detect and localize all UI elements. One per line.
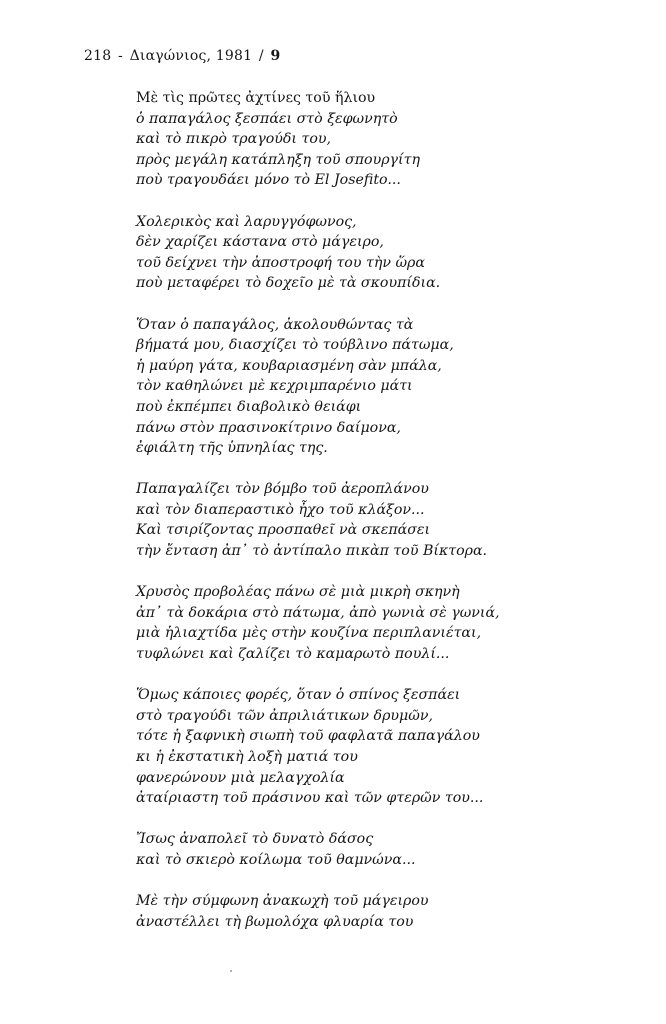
poem-line: Ὅμως κάποιες φορές, ὅταν ὁ σπίνος ξεσπάει <box>136 687 461 704</box>
poem-line: Ὅταν ὁ παπαγάλος, ἀκολουθώντας τὰ <box>136 316 414 333</box>
poem-line: κι ἡ ἐκστατικὴ λοξὴ ματιά του <box>136 749 358 765</box>
poem-line: Χρυσὸς προβολέας πάνω σὲ μιὰ μικρὴ σκηνὴ <box>136 584 460 601</box>
poem-line: Καὶ τσιρίζοντας προσπαθεῖ νὰ σκεπάσει <box>136 522 431 539</box>
poem-line: ἀναστέλλει τὴ βωμολόχα φλυαρία του <box>136 913 414 930</box>
poem-line: μιὰ ἡλιαχτίδα μὲς στὴν κουζίνα περιπλανιέται, <box>136 625 482 642</box>
issue-number: 9 <box>270 48 281 64</box>
poem-line: ποὺ τραγουδάει μόνο τὸ El Josefito... <box>136 172 401 189</box>
poem-line: βήματά μου, διασχίζει τὸ τούβλινο πάτωμα, <box>136 337 454 354</box>
poem-line: ὁ παπαγάλος ξεσπάει στὸ ξεφωνητὸ <box>136 110 398 127</box>
stanza <box>136 685 636 809</box>
stanza <box>136 479 636 561</box>
poem-line: καὶ τὸν διαπεραστικὸ ἦχο τοῦ κλάξον... <box>136 501 425 518</box>
poem-line: ποὺ ἐκπέμπει διαβολικὸ θειάφι <box>136 398 362 415</box>
poem-body <box>136 88 636 953</box>
poem-line: Ἴσως ἀναπολεῖ τὸ δυνατὸ δάσος <box>136 831 374 848</box>
header-separator: - <box>117 48 123 64</box>
journal-title: Διαγώνιος, 1981 <box>129 48 253 64</box>
poem-line: δὲν χαρίζει κάστανα στὸ μάγειρο, <box>136 234 384 251</box>
stanza <box>136 212 636 294</box>
poem-line: ἐφιάλτη τῆς ὑπνηλίας της. <box>136 440 328 457</box>
poem-line: ἀταίριαστη τοῦ πράσινου καὶ τῶν φτερῶν του... <box>136 790 484 807</box>
stanza <box>136 88 636 191</box>
poem-line: πρὸς μεγάλη κατάπληξη τοῦ σπουργίτη <box>136 151 420 168</box>
poem-line: Χολερικὸς καὶ λαρυγγόφωνος, <box>136 213 357 230</box>
poem-line: Μὲ τὴν σύμφωνη ἀνακωχὴ τοῦ μάγειρου <box>136 893 429 910</box>
poem-line: τὸν καθηλώνει μὲ κεχριμπαρένιο μάτι <box>136 378 413 395</box>
poem-line: τυφλώνει καὶ ζαλίζει τὸ καμαρωτὸ πουλί... <box>136 646 450 663</box>
poem-line: καὶ τὸ σκιερὸ κοίλωμα τοῦ θαμνώνα... <box>136 851 416 868</box>
poem-line: στὸ τραγούδι τῶν ἀπριλιάτικων δρυμῶν, <box>136 707 433 724</box>
poem-line: ἡ μαύρη γάτα, κουβαριασμένη σὰν μπάλα, <box>136 357 442 374</box>
poem-line: τὴν ἔνταση ἀπ᾿ τὸ ἀντίπαλο πικὰπ τοῦ Βίκτορα. <box>136 543 488 560</box>
poem-line: Παπαγαλίζει τὸν βόμβο τοῦ ἀεροπλάνου <box>136 481 429 498</box>
poem-line: πάνω στὸν πρασινοκίτρινο δαίμονα, <box>136 419 401 436</box>
poem-line: καὶ τὸ πικρὸ τραγούδι του, <box>136 131 331 148</box>
poem-line: Μὲ τὶς πρῶτες ἀχτίνες τοῦ ἥλιου <box>136 90 376 106</box>
stanza <box>136 891 636 932</box>
poem-line: ἀπ᾿ τὰ δοκάρια στὸ πάτωμα, ἀπὸ γωνιὰ σὲ γωνιά, <box>136 604 500 621</box>
stanza <box>136 315 636 459</box>
running-header <box>84 48 280 64</box>
scan-speck <box>230 970 232 972</box>
stanza <box>136 829 636 870</box>
header-slash: / <box>258 48 264 64</box>
stanza <box>136 582 636 664</box>
page-number: 218 <box>84 48 112 64</box>
poem-line: ποὺ μεταφέρει τὸ δοχεῖο μὲ τὰ σκουπίδια. <box>136 275 441 292</box>
poem-line: τοῦ δείχνει τὴν ἀποστροφή του τὴν ὥρα <box>136 254 425 271</box>
poem-line: φανερώνουν μιὰ μελαγχολία <box>136 769 345 786</box>
poem-line: τότε ἡ ξαφνικὴ σιωπὴ τοῦ φαφλατᾶ παπαγάλου <box>136 728 480 745</box>
